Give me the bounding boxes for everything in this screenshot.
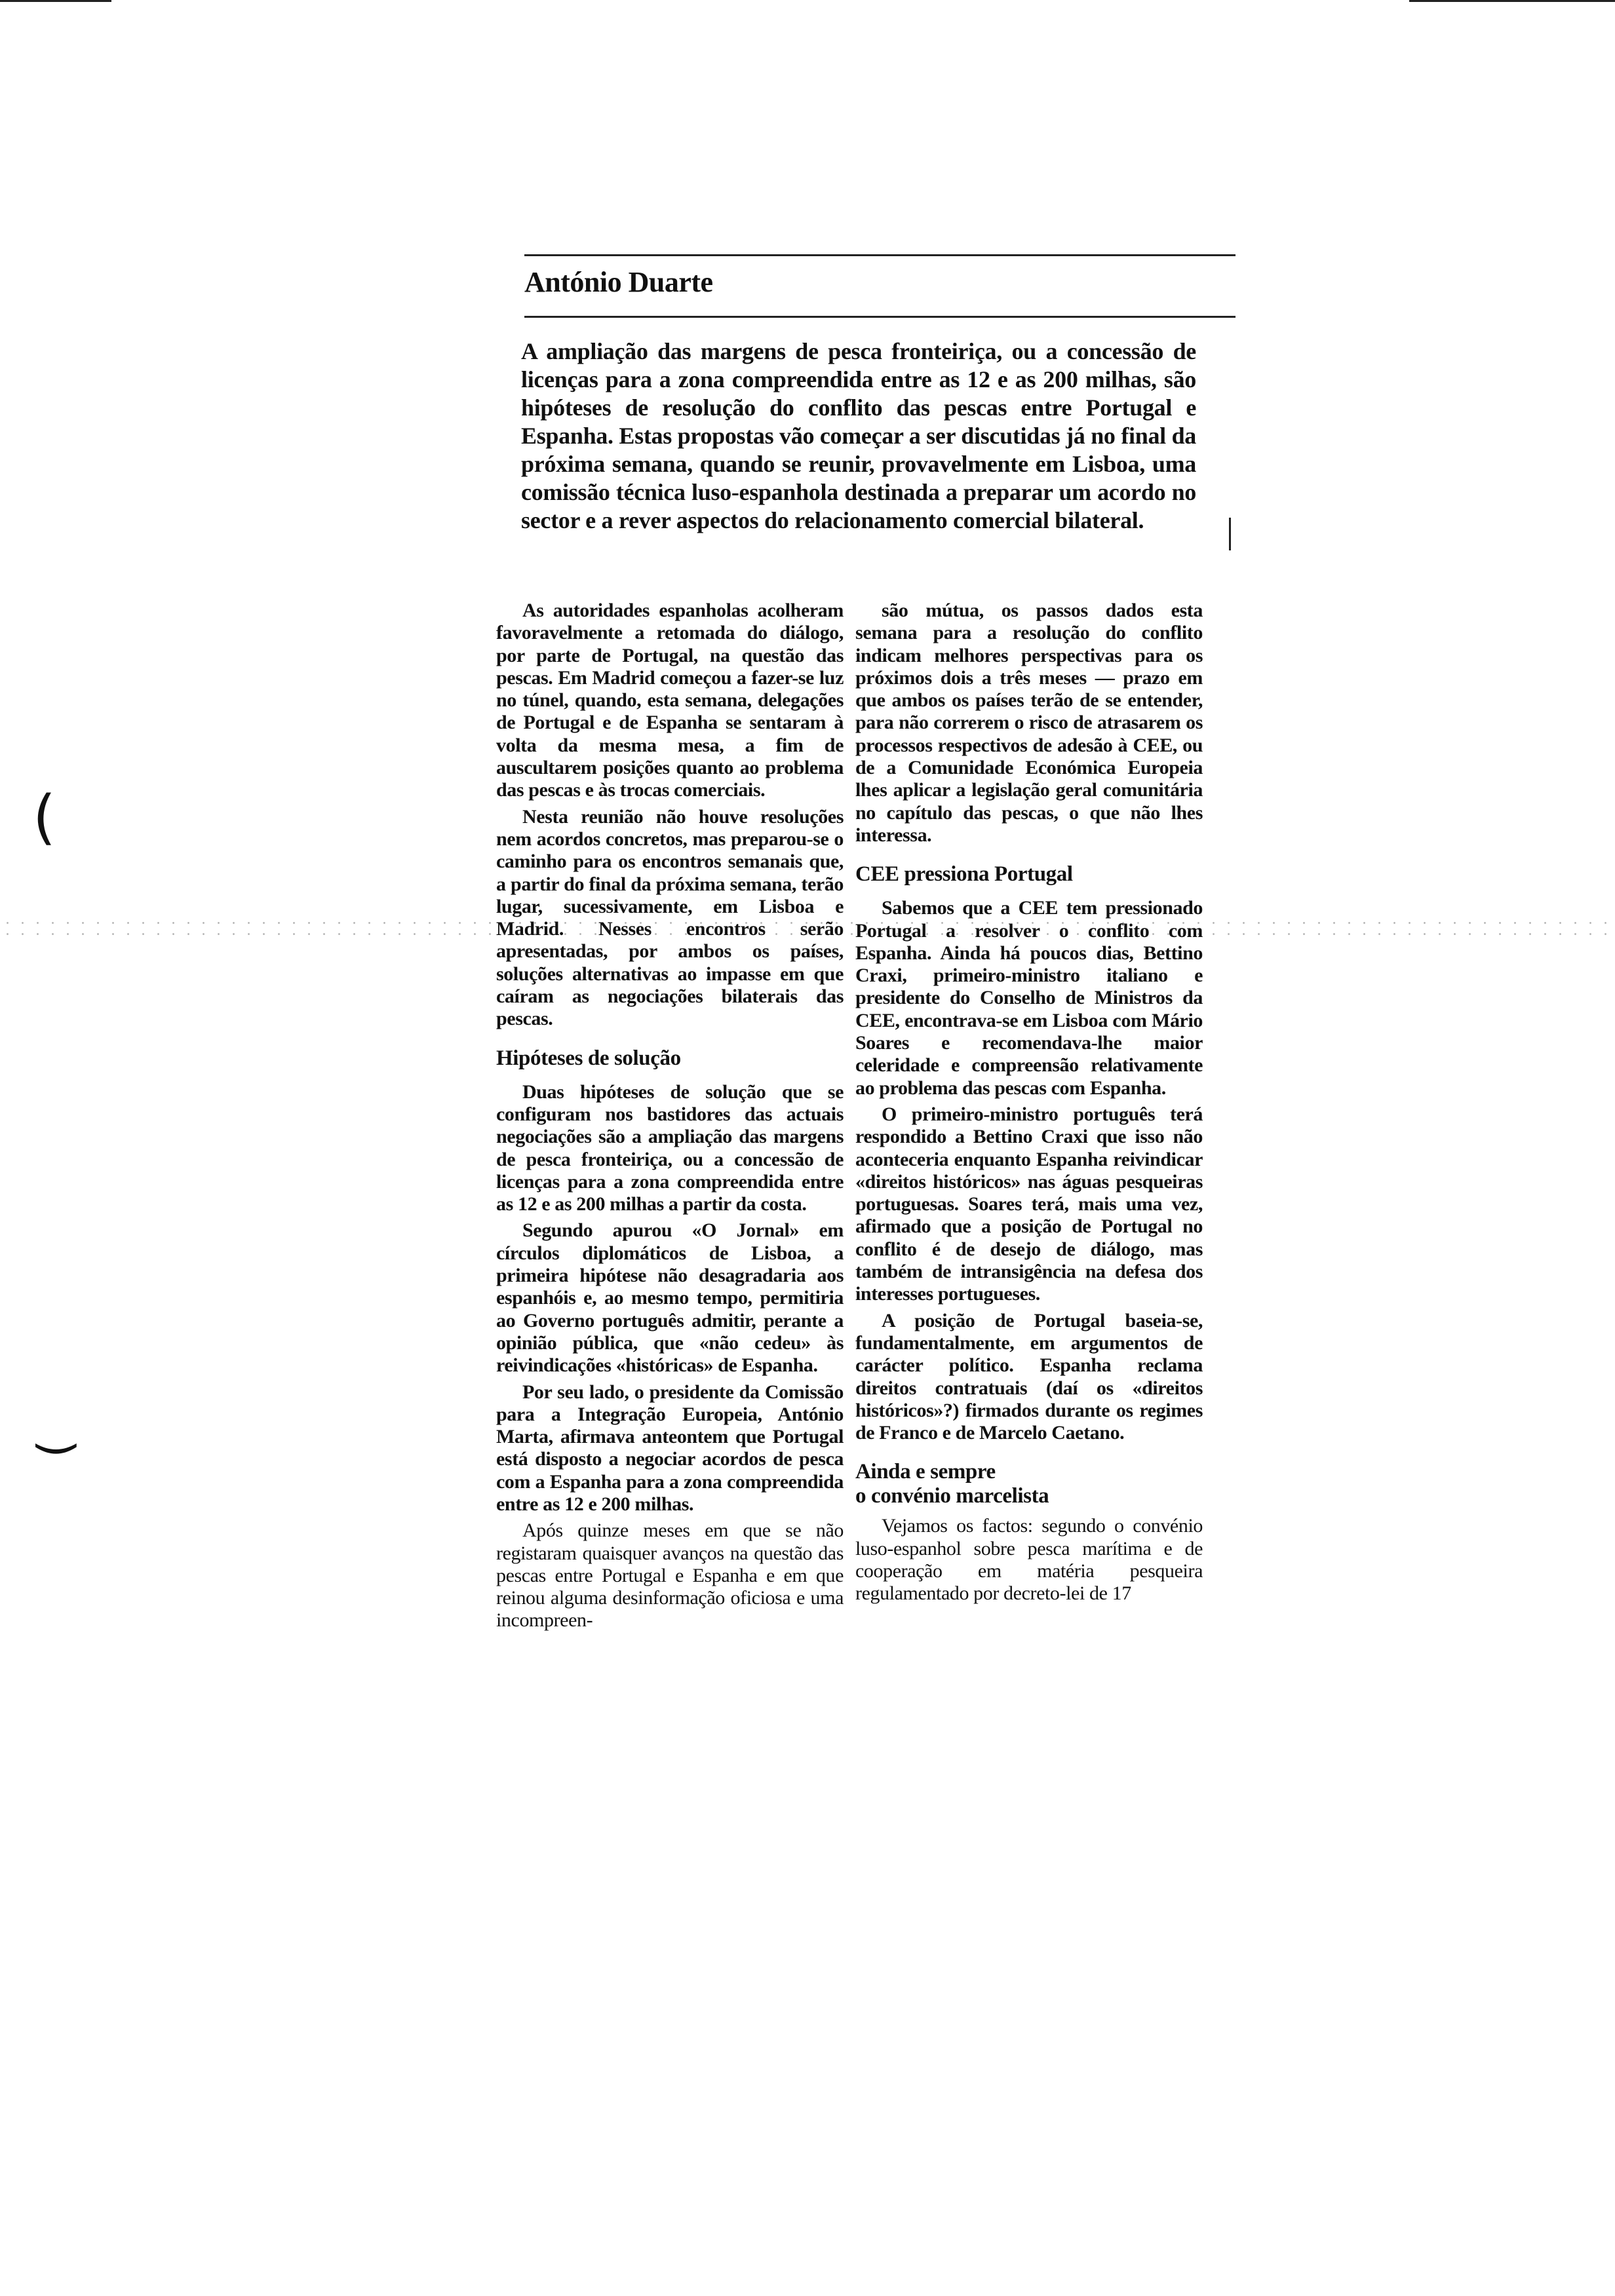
lead-paragraph: A ampliação das margens de pesca fronteiriça, ou a concessão de licenças para a zona compreendida entre as 12 e as 200 milhas, são hipóteses de resolução do conflito das pescas entre Portugal e Espanha. Estas propostas vão começar a ser discutidas já no final da próxima semana, quando se reunir, provavelmente em Lisboa, uma comissão técnica luso-espanhola destinada a preparar um acordo no sector e a rever aspectos do relacionamento comercial bilateral. bbox=[521, 338, 1196, 533]
col1-paragraph-3: Duas hipóteses de solução que se configuram nos bastidores das actuais negociações são a ampliação das margens de pesca fronteiriça, ou a concessão de licenças para a zona compreendida entre as 12 e as 200 milhas a partir da costa. bbox=[496, 1081, 844, 1215]
col2-paragraph-2: Sabemos que a CEE tem pressionado Portugal a resolver o conflito com Espanha. Ainda há poucos dias, Bettino Craxi, primeiro-ministro italiano e presidente do Conselho de Ministros da CEE, encontrava-se em Lisboa com Mário Soares e recomendava-lhe maior celeridade e compreensão relativamente ao problema das pescas com Espanha. bbox=[855, 897, 1203, 1099]
col2-paragraph-4: A posição de Portugal baseia-se, fundamentalmente, em argumentos de carácter político. Espanha reclama direitos contratuais (daí os «direitos históricos»?) firmados durante os regimes de Franco e de Marcelo Caetano. bbox=[855, 1309, 1203, 1444]
header-top-rule bbox=[524, 254, 1236, 256]
scan-mark-curve-lower: ( bbox=[28, 1440, 82, 1458]
col2-paragraph-1: são mútua, os passos dados esta semana para a resolução do conflito indicam melhores perspectivas para os próximos dois a três meses — prazo em que ambos os países terão de se entender, para não correrem o risco de atrasarem os processos respectivos de adesão à CEE, ou de a Comunidade Económica Europeia lhes aplicar a legislação geral comunitária no capítulo das pescas, o que não lhes interessa. bbox=[855, 600, 1203, 846]
scan-edge-mark-left bbox=[0, 0, 111, 2]
subheading-ainda-line-1: Ainda e sempre bbox=[855, 1460, 996, 1484]
author-byline: António Duarte bbox=[524, 266, 713, 298]
col1-paragraph-4: Segundo apurou «O Jornal» em círculos diplomáticos de Lisboa, a primeira hipótese não desagradaria aos espanhóis e, ao mesmo tempo, permitiria ao Governo português admitir, perante a opinião pública, que «não cedeu» às reivindicações «históricas» de Espanha. bbox=[496, 1219, 844, 1377]
scan-noise-band bbox=[0, 917, 1615, 944]
col2-paragraph-5: Vejamos os factos: segundo o convénio luso-espanhol sobre pesca marítima e de cooperação em matéria pesqueira regulamentado por decreto-lei de 17 bbox=[855, 1515, 1203, 1605]
right-margin-tick bbox=[1229, 518, 1231, 550]
col1-paragraph-1: As autoridades espanholas acolheram favoravelmente a retomada do diálogo, por parte de Portugal, na questão das pescas. Em Madrid começou a fazer-se luz no túnel, quando, esta semana, delegações de Portugal e de Espanha se sentaram à volta da mesma mesa, a fim de auscultarem posições quanto ao problema das pescas e às trocas comerciais. bbox=[496, 600, 844, 801]
col2-paragraph-3: O primeiro-ministro português terá respondido a Bettino Craxi que isso não aconteceria enquanto Espanha reivindicar «direitos históricos» nas águas pesqueiras portuguesas. Soares terá, mais uma vez, afirmado que a posição de Portugal no conflito é de desejo de diálogo, mas também de intransigência na defesa dos interesses portugueses. bbox=[855, 1103, 1203, 1305]
subheading-ainda-line-2: o convénio marcelista bbox=[855, 1484, 1049, 1508]
article-column-2 bbox=[855, 600, 1203, 1609]
subheading-cee: CEE pressiona Portugal bbox=[855, 862, 1073, 887]
subheading-hipoteses: Hipóteses de solução bbox=[496, 1046, 681, 1070]
article-column-1 bbox=[496, 600, 844, 1636]
col1-paragraph-6: Após quinze meses em que se não registaram quaisquer avanços na questão das pescas entre Portugal e Espanha e em que reinou alguma desinformação oficiosa e uma incompreen- bbox=[496, 1520, 844, 1632]
scan-edge-mark-right bbox=[1409, 0, 1615, 2]
scan-mark-curve-upper: ( bbox=[33, 783, 56, 852]
header-bottom-rule bbox=[524, 316, 1236, 318]
col1-paragraph-2: Nesta reunião não houve resoluções nem acordos concretos, mas preparou-se o caminho para os encontros semanais que, a partir do final da próxima semana, terão lugar, sucessivamente, em Lisboa e Madrid. Nesses encontros serão apresentadas, por ambos os países, soluções alternativas ao impasse em que caíram as negociações bilaterais das pescas. bbox=[496, 805, 844, 1030]
subheading-ainda bbox=[855, 1460, 1203, 1508]
col1-paragraph-5: Por seu lado, o presidente da Comissão para a Integração Europeia, António Marta, afirmava anteontem que Portugal está disposto a negociar acordos de pesca com a Espanha para a zona compreendida entre as 12 e 200 milhas. bbox=[496, 1381, 844, 1515]
